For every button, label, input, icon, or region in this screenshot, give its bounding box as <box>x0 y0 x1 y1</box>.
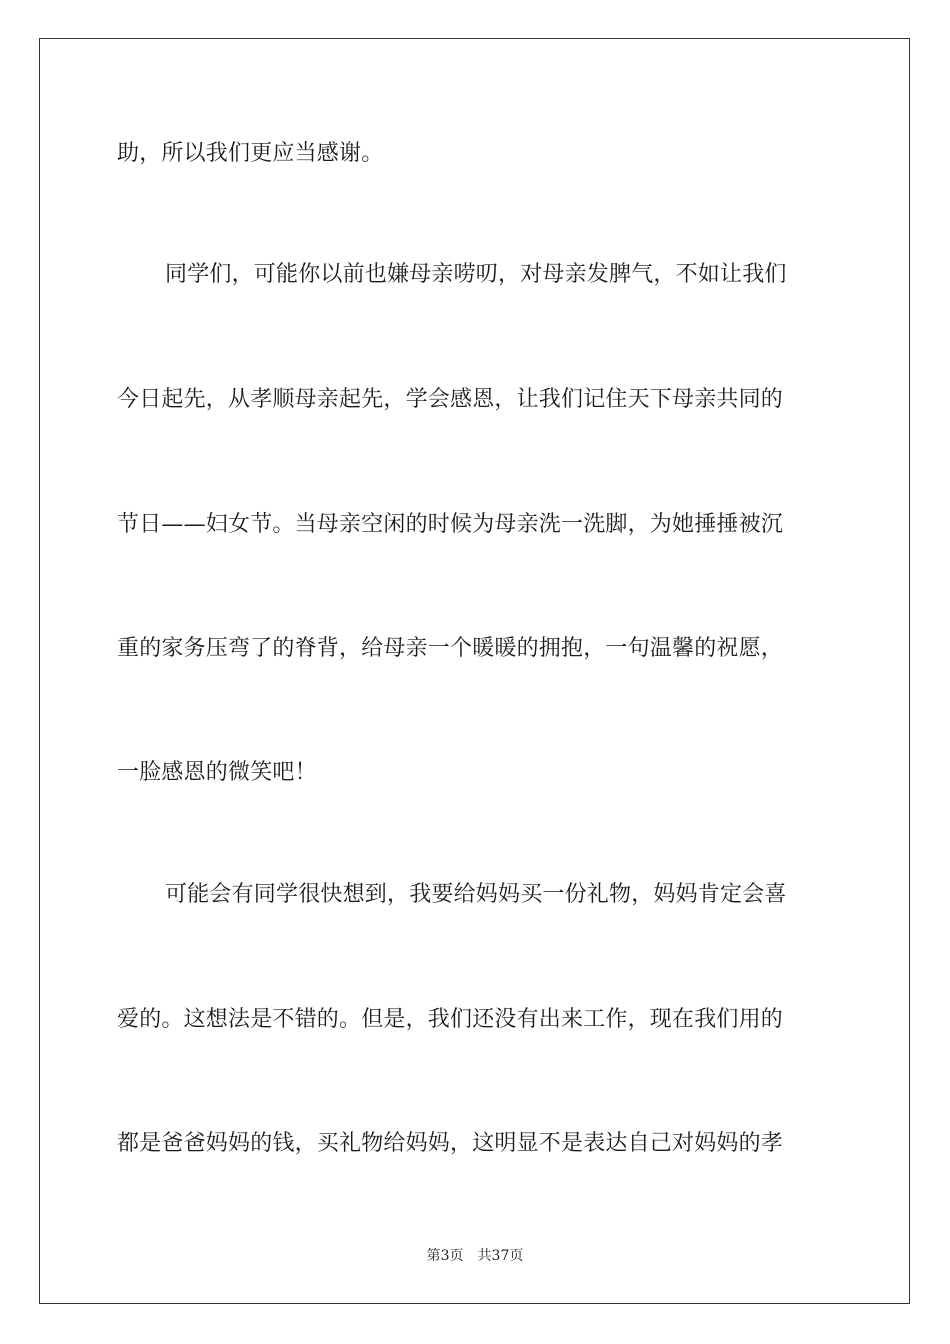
text-line: 重的家务压弯了的脊背，给母亲一个暖暖的拥抱，一句温馨的祝愿， <box>117 636 784 661</box>
paragraph-first-line: 可能会有同学很快想到，我要给妈妈买一份礼物，妈妈肯定会喜 <box>165 882 787 907</box>
text-line: 都是爸爸妈妈的钱，买礼物给妈妈，这明显不是表达自己对妈妈的孝 <box>117 1131 784 1156</box>
text-line: 一脸感恩的微笑吧！ <box>117 760 317 785</box>
text-line: 助，所以我们更应当感谢。 <box>117 141 384 166</box>
page-border <box>39 38 910 1304</box>
page-total: 共37页 <box>477 1248 524 1264</box>
text-line: 今日起先，从孝顺母亲起先，学会感恩，让我们记住天下母亲共同的 <box>117 387 784 412</box>
page-footer <box>0 1247 950 1265</box>
page-number: 第3页 <box>426 1248 464 1264</box>
text-line: 节日——妇女节。当母亲空闲的时候为母亲洗一洗脚，为她捶捶被沉 <box>117 512 784 537</box>
text-line: 爱的。这想法是不错的。但是，我们还没有出来工作，现在我们用的 <box>117 1007 784 1032</box>
paragraph-first-line: 同学们，可能你以前也嫌母亲唠叨，对母亲发脾气，不如让我们 <box>165 262 787 287</box>
